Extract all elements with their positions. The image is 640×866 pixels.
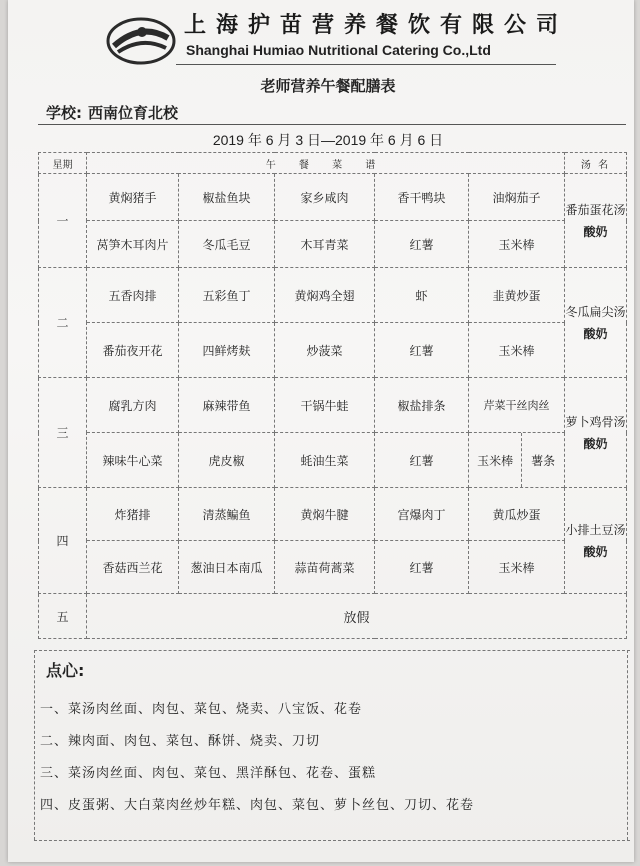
dish: 番茄夜开花 [87,323,179,378]
header-divider [176,64,556,65]
drink: 酸奶 [583,224,608,239]
company-name-cn: 上海护苗营养餐饮有限公司 [184,12,569,38]
dish: 黄焖鸡全翅 [275,268,375,323]
dish: 莴笋木耳肉片 [87,221,179,268]
dish: 木耳青菜 [275,221,375,268]
dish: 红薯 [375,323,469,378]
drink: 酸奶 [583,436,608,451]
snack-title: 点心: [46,661,85,680]
dish: 油焖茄子 [469,174,565,221]
dish: 黄焖牛腱 [275,488,375,541]
dish: 芹菜干丝肉丝 [469,378,565,433]
snack-line: 三、菜汤肉丝面、肉包、菜包、黑洋酥包、花卷、蛋糕 [40,766,377,781]
dish: 黄瓜炒蛋 [469,488,565,541]
company-name-en: Shanghai Humiao Nutritional Catering Co.,Ltd [186,42,491,58]
weekday-tue: 二 [39,268,87,378]
dish: 五香肉排 [87,268,179,323]
soup-name: 番茄蛋花汤 [565,202,626,217]
school-line [46,102,184,123]
snack-line: 一、菜汤肉丝面、肉包、菜包、烧卖、八宝饭、花卷 [40,702,363,717]
dish: 红薯 [375,221,469,268]
snack-border-left [34,650,35,840]
dish-split [469,433,565,488]
dish: 虾 [375,268,469,323]
col-header-weekday: 星期 [39,153,87,174]
dish: 四鲜烤麸 [179,323,275,378]
dish: 红薯 [375,433,469,488]
dish: 红薯 [375,541,469,594]
dish: 辣味牛心菜 [87,433,179,488]
dish: 黄焖猪手 [87,174,179,221]
dish: 家乡咸肉 [275,174,375,221]
dish: 腐乳方肉 [87,378,179,433]
dish: 香菇西兰花 [87,541,179,594]
dish: 葱油日本南瓜 [179,541,275,594]
soup-name: 冬瓜扁尖汤 [565,304,626,319]
soup-cell [565,268,627,378]
school-divider [38,124,626,125]
date-range: 2019 年 6 月 3 日—2019 年 6 月 6 日 [212,132,444,148]
dish: 蒜苗荷蒿菜 [275,541,375,594]
drink: 酸奶 [583,544,608,559]
menu-sheet [8,0,634,862]
soup-cell [565,378,627,488]
holiday-note: 放假 [87,594,627,639]
dish: 炸猪排 [87,488,179,541]
table-bottom-rule [34,650,630,651]
dish: 虎皮椒 [179,433,275,488]
col-header-menu: 午 餐 菜 谱 [87,153,565,174]
dish: 宫爆肉丁 [375,488,469,541]
lunch-menu-table [38,152,627,639]
soup-cell [565,488,627,594]
snack-bottom-rule [34,840,630,841]
dish: 香干鸭块 [375,174,469,221]
dish: 麻辣带鱼 [179,378,275,433]
weekday-wed: 三 [39,378,87,488]
dish: 干锅牛蛙 [275,378,375,433]
weekday-thu: 四 [39,488,87,594]
dish: 蚝油生菜 [275,433,375,488]
col-header-soup: 汤 名 [565,153,627,174]
drink: 酸奶 [583,326,608,341]
company-logo [106,16,176,66]
dish: 玉米棒 [469,433,522,487]
dish: 玉米棒 [469,221,565,268]
dish: 椒盐鱼块 [179,174,275,221]
dish: 玉米棒 [469,323,565,378]
dish: 冬瓜毛豆 [179,221,275,268]
soup-name: 小排土豆汤 [565,522,626,537]
snack-border-right [627,650,628,840]
dish: 五彩鱼丁 [179,268,275,323]
dish: 薯条 [531,453,556,468]
school-label: 学校: [46,104,82,122]
dish: 韭黄炒蛋 [469,268,565,323]
page-title: 老师营养午餐配膳表 [260,77,396,95]
dish: 椒盐排条 [375,378,469,433]
dish: 清蒸鳊鱼 [179,488,275,541]
weekday-fri: 五 [39,594,87,639]
soup-name: 萝卜鸡骨汤 [565,414,626,429]
snack-line: 四、皮蛋粥、大白菜肉丝炒年糕、肉包、菜包、萝卜丝包、刀切、花卷 [40,798,475,813]
dish: 玉米棒 [469,541,565,594]
soup-cell [565,174,627,268]
school-name: 西南位育北校 [88,104,179,122]
weekday-mon: 一 [39,174,87,268]
snack-line: 二、辣肉面、肉包、菜包、酥饼、烧卖、刀切 [40,734,321,749]
dish: 炒菠菜 [275,323,375,378]
